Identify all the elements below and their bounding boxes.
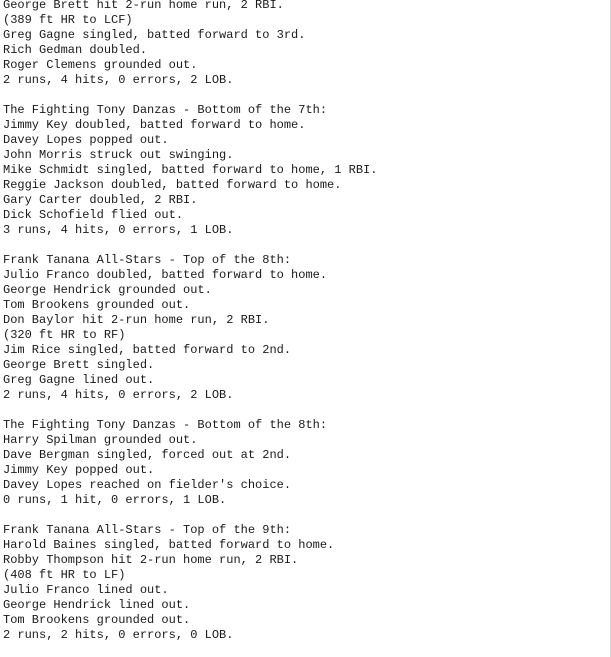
log-line: George Hendrick lined out. — [3, 598, 191, 612]
log-line: 2 runs, 2 hits, 0 errors, 0 LOB. — [3, 628, 234, 642]
log-line: The Fighting Tony Danzas - Bottom of the 7th: — [3, 103, 328, 117]
log-line: (408 ft HR to LF) — [3, 568, 126, 582]
log-line: Robby Thompson hit 2-run home run, 2 RBI. — [3, 553, 299, 567]
log-line: Rich Gedman doubled. — [3, 43, 148, 57]
log-line: 3 runs, 4 hits, 0 errors, 1 LOB. — [3, 223, 234, 237]
log-line: Reggie Jackson doubled, batted forward to home. — [3, 178, 342, 192]
log-line: Julio Franco lined out. — [3, 583, 169, 597]
log-line: Jimmy Key doubled, batted forward to home. — [3, 118, 306, 132]
log-line: Frank Tanana All-Stars - Top of the 8th: — [3, 253, 292, 267]
log-line: Tom Brookens grounded out. — [3, 613, 191, 627]
log-line: 2 runs, 4 hits, 0 errors, 2 LOB. — [3, 73, 234, 87]
log-line: Davey Lopes reached on fielder's choice. — [3, 478, 292, 492]
log-line: Don Baylor hit 2-run home run, 2 RBI. — [3, 313, 270, 327]
log-line: Mike Schmidt singled, batted forward to home, 1 RBI. — [3, 163, 378, 177]
log-line: Roger Clemens grounded out. — [3, 58, 198, 72]
log-line: Harold Baines singled, batted forward to home. — [3, 538, 335, 552]
log-line: Greg Gagne singled, batted forward to 3rd. — [3, 28, 306, 42]
log-line: George Brett hit 2-run home run, 2 RBI. — [3, 0, 284, 12]
log-line: Tom Brookens grounded out. — [3, 298, 191, 312]
log-line: George Hendrick grounded out. — [3, 283, 212, 297]
log-line: The Fighting Tony Danzas - Bottom of the 8th: — [3, 418, 328, 432]
log-line: Harry Spilman grounded out. — [3, 433, 198, 447]
log-line: George Brett singled. — [3, 358, 155, 372]
log-line: Greg Gagne lined out. — [3, 373, 155, 387]
log-line — [3, 508, 377, 523]
log-line: 2 runs, 4 hits, 0 errors, 2 LOB. — [3, 388, 234, 402]
log-line: Dave Bergman singled, forced out at 2nd. — [3, 448, 292, 462]
log-line: (389 ft HR to LCF) — [3, 13, 133, 27]
log-line: Gary Carter doubled, 2 RBI. — [3, 193, 198, 207]
log-line: John Morris struck out swinging. — [3, 148, 234, 162]
play-by-play-log — [3, 0, 377, 643]
log-line — [3, 403, 377, 418]
log-line: Jimmy Key popped out. — [3, 463, 155, 477]
log-line: Jim Rice singled, batted forward to 2nd. — [3, 343, 292, 357]
log-line — [3, 88, 377, 103]
log-line: 0 runs, 1 hit, 0 errors, 1 LOB. — [3, 493, 227, 507]
log-line: (320 ft HR to RF) — [3, 328, 126, 342]
log-line — [3, 238, 377, 253]
log-line: Dick Schofield flied out. — [3, 208, 184, 222]
log-line: Julio Franco doubled, batted forward to home. — [3, 268, 328, 282]
log-line: Davey Lopes popped out. — [3, 133, 169, 147]
log-line: Frank Tanana All-Stars - Top of the 9th: — [3, 523, 292, 537]
